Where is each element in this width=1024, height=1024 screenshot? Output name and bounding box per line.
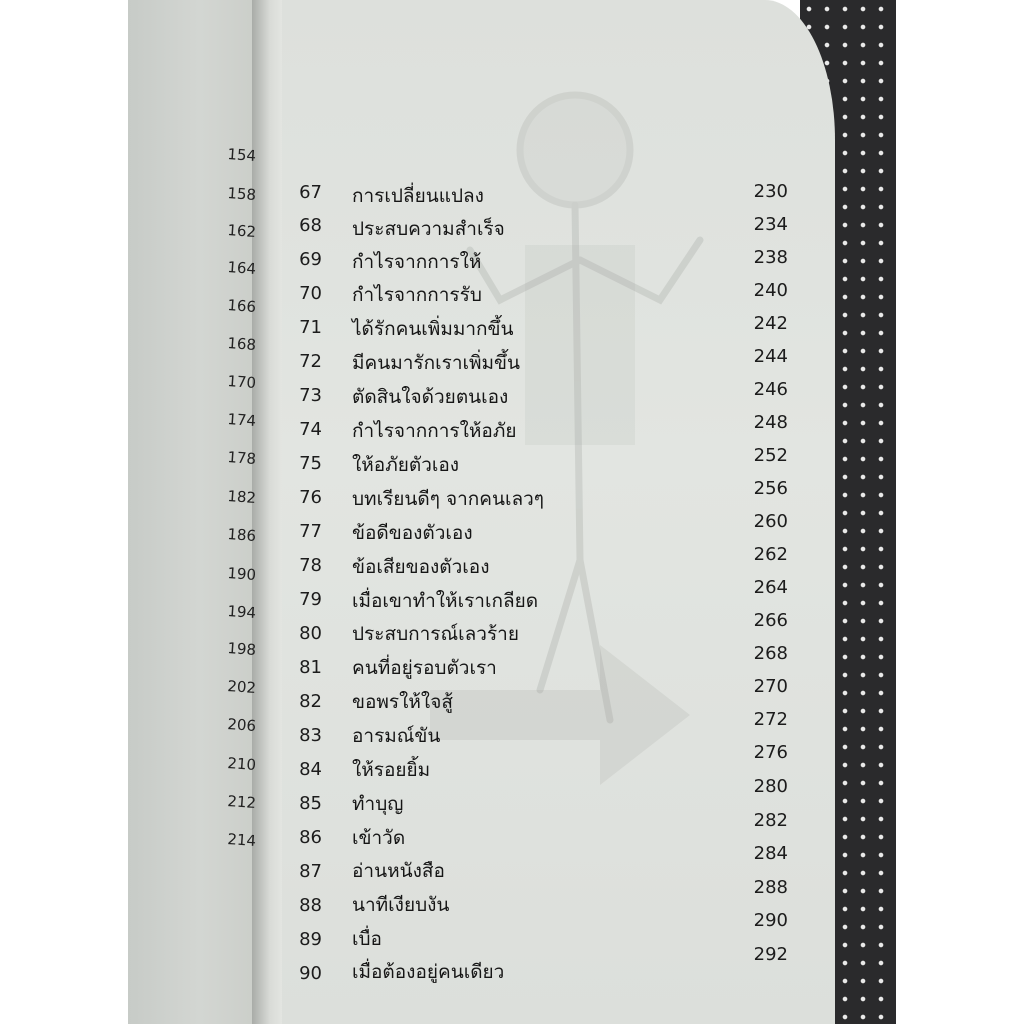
toc-number: 72 — [299, 351, 322, 372]
left-page-number: 154 — [226, 145, 257, 165]
toc-page: 246 — [753, 379, 788, 400]
left-page-number: 214 — [226, 830, 257, 850]
toc-page: 282 — [753, 810, 788, 831]
toc-number: 80 — [299, 623, 322, 644]
toc-page: 266 — [753, 610, 788, 631]
toc-number: 83 — [299, 725, 322, 746]
toc-number: 75 — [299, 453, 322, 474]
toc-page: 270 — [753, 676, 788, 697]
toc-number: 87 — [299, 861, 322, 882]
toc-page: 290 — [753, 910, 788, 931]
left-page-number: 166 — [226, 296, 257, 316]
toc-number: 68 — [299, 215, 322, 236]
toc-number: 89 — [299, 929, 322, 950]
toc-number: 67 — [299, 182, 322, 203]
toc-number: 74 — [299, 419, 322, 440]
toc-title: เมื่อต้องอยู่คนเดียว — [352, 961, 505, 983]
toc-page: 230 — [753, 181, 788, 202]
toc-page: 262 — [753, 544, 788, 565]
left-page-number: 210 — [226, 754, 257, 774]
toc-page: 264 — [753, 577, 788, 598]
toc-number: 69 — [299, 249, 322, 270]
left-page-number: 174 — [226, 410, 257, 430]
toc-title: ให้รอยยิ้ม — [352, 759, 431, 781]
toc-title: กำไรจากการรับ — [352, 284, 482, 306]
toc-page: 234 — [753, 214, 788, 235]
toc-number: 88 — [299, 895, 322, 916]
toc-number: 81 — [299, 657, 322, 678]
left-page-number: 158 — [226, 184, 257, 204]
toc-page: 240 — [753, 280, 788, 301]
toc-page: 292 — [753, 944, 788, 965]
toc-title: การเปลี่ยนแปลง — [352, 185, 484, 207]
left-page-number: 206 — [226, 715, 257, 735]
toc-title: กำไรจากการให้ — [352, 251, 482, 273]
toc-title: ประสบการณ์เลวร้าย — [352, 623, 519, 645]
toc-title: ทำบุญ — [352, 793, 404, 815]
toc-title: เข้าวัด — [352, 827, 406, 849]
toc-number: 90 — [299, 963, 322, 984]
toc-title: นาทีเงียบงัน — [352, 894, 450, 916]
toc-title: ตัดสินใจด้วยตนเอง — [352, 386, 509, 408]
toc-page: 288 — [753, 877, 788, 898]
toc-number: 70 — [299, 283, 322, 304]
toc-page: 280 — [753, 776, 788, 797]
left-page-number: 182 — [226, 487, 257, 507]
left-page-number: 168 — [226, 334, 257, 354]
toc-page: 272 — [753, 709, 788, 730]
toc-title: อารมณ์ขัน — [352, 725, 441, 747]
toc-number: 78 — [299, 555, 322, 576]
toc-title: บทเรียนดีๆ จากคนเลวๆ — [352, 488, 545, 510]
left-page-number: 190 — [226, 564, 257, 584]
toc-page: 248 — [753, 412, 788, 433]
toc-page: 268 — [753, 643, 788, 664]
toc-title: ข้อดีของตัวเอง — [352, 522, 473, 544]
toc-title: อ่านหนังสือ — [352, 860, 445, 882]
left-page-number: 170 — [226, 372, 257, 392]
toc-title: เบื่อ — [352, 928, 382, 950]
toc-number: 77 — [299, 521, 322, 542]
toc-number: 84 — [299, 759, 322, 780]
toc-number: 85 — [299, 793, 322, 814]
toc-title: ข้อเสียของตัวเอง — [352, 556, 490, 578]
toc-title: กำไรจากการให้อภัย — [352, 420, 517, 442]
toc-page: 256 — [753, 478, 788, 499]
left-page-number: 212 — [226, 792, 257, 812]
left-page-number: 186 — [226, 525, 257, 545]
toc-number: 71 — [299, 317, 322, 338]
toc-title: เมื่อเขาทำให้เราเกลียด — [352, 590, 539, 612]
toc-title: ให้อภัยตัวเอง — [352, 454, 460, 476]
left-page-number: 194 — [226, 602, 257, 622]
left-page-number: 162 — [226, 221, 257, 241]
left-page-number: 164 — [226, 258, 257, 278]
left-page-number: 178 — [226, 448, 257, 468]
toc-title: ขอพรให้ใจสู้ — [352, 691, 453, 713]
toc-number: 73 — [299, 385, 322, 406]
toc-number: 79 — [299, 589, 322, 610]
toc-page: 252 — [753, 445, 788, 466]
toc-number: 76 — [299, 487, 322, 508]
toc-page: 284 — [753, 843, 788, 864]
left-page-number: 202 — [226, 677, 257, 697]
toc-page: 242 — [753, 313, 788, 334]
toc-number: 82 — [299, 691, 322, 712]
toc-page: 238 — [753, 247, 788, 268]
toc-title: มีคนมารักเราเพิ่มขึ้น — [352, 352, 521, 374]
left-page-number: 198 — [226, 639, 257, 659]
toc-number: 86 — [299, 827, 322, 848]
toc-page: 260 — [753, 511, 788, 532]
toc-title: ได้รักคนเพิ่มมากขึ้น — [352, 318, 514, 340]
toc-page: 276 — [753, 742, 788, 763]
toc-title: คนที่อยู่รอบตัวเรา — [352, 657, 497, 679]
toc-page: 244 — [753, 346, 788, 367]
toc-title: ประสบความสำเร็จ — [352, 218, 505, 240]
